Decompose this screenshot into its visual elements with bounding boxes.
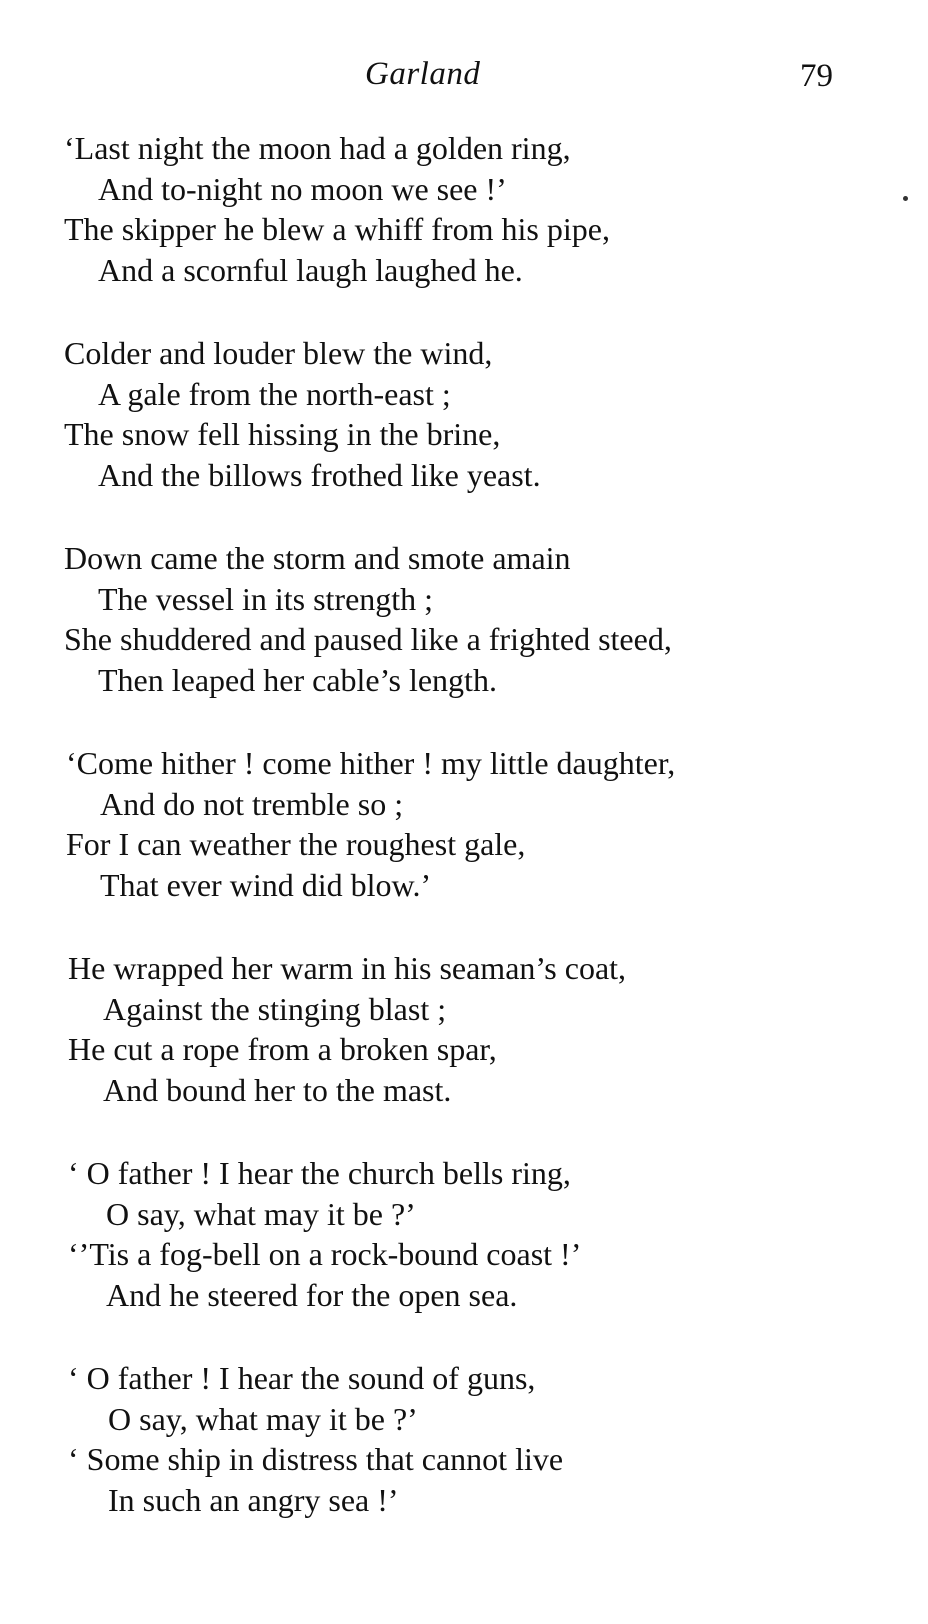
poem-line: In such an angry sea !’ bbox=[108, 1481, 399, 1518]
poem-line: O say, what may it be ?’ bbox=[106, 1195, 416, 1232]
poem-line: A gale from the north-east ; bbox=[98, 375, 451, 412]
running-head bbox=[0, 56, 928, 104]
poem-line: ‘ O father ! I hear the church bells ring, bbox=[68, 1155, 571, 1191]
poem-line: The snow fell hissing in the brine, bbox=[64, 416, 501, 452]
poem-line: ‘ Some ship in distress that cannot live bbox=[68, 1441, 564, 1477]
poem-line: ‘Come hither ! come hither ! my little daughter, bbox=[66, 745, 676, 781]
stanza bbox=[0, 1358, 928, 1520]
stanza bbox=[0, 538, 928, 700]
stanza bbox=[0, 333, 928, 495]
poem-line: And a scornful laugh laughed he. bbox=[98, 251, 523, 288]
poem-line: And he steered for the open sea. bbox=[106, 1276, 518, 1313]
poem-line: That ever wind did blow.’ bbox=[100, 866, 432, 903]
scan-speck bbox=[903, 196, 908, 201]
poem-line: The vessel in its strength ; bbox=[98, 580, 434, 617]
poem-line: He wrapped her warm in his seaman’s coat, bbox=[68, 950, 627, 986]
page-number: 79 bbox=[800, 58, 833, 94]
poem-line: Then leaped her cable’s length. bbox=[98, 661, 497, 698]
poem-line: ‘’Tis a fog-bell on a rock-bound coast !’ bbox=[68, 1236, 582, 1272]
poem-line: He cut a rope from a broken spar, bbox=[68, 1031, 497, 1067]
running-title: Garland bbox=[365, 56, 481, 92]
poem-line: The skipper he blew a whiff from his pipe, bbox=[64, 211, 610, 247]
stanza bbox=[0, 743, 928, 905]
poem-line: ‘Last night the moon had a golden ring, bbox=[64, 130, 571, 166]
poem-line: Down came the storm and smote amain bbox=[64, 540, 571, 576]
poem-line: And the billows frothed like yeast. bbox=[98, 456, 541, 493]
stanza bbox=[0, 1153, 928, 1315]
poem-line: Against the stinging blast ; bbox=[103, 990, 447, 1027]
poem-line: And to-night no moon we see !’ bbox=[98, 170, 507, 207]
stanza bbox=[0, 948, 928, 1110]
poem-text bbox=[0, 128, 928, 1563]
stanza bbox=[0, 128, 928, 290]
poem-line: And do not tremble so ; bbox=[100, 785, 404, 822]
poem-line: And bound her to the mast. bbox=[103, 1071, 452, 1108]
poem-line: Colder and louder blew the wind, bbox=[64, 335, 493, 371]
poem-line: She shuddered and paused like a frighted steed, bbox=[64, 621, 672, 657]
poem-line: O say, what may it be ?’ bbox=[108, 1400, 418, 1437]
poem-line: ‘ O father ! I hear the sound of guns, bbox=[68, 1360, 536, 1396]
poem-line: For I can weather the roughest gale, bbox=[66, 826, 526, 862]
